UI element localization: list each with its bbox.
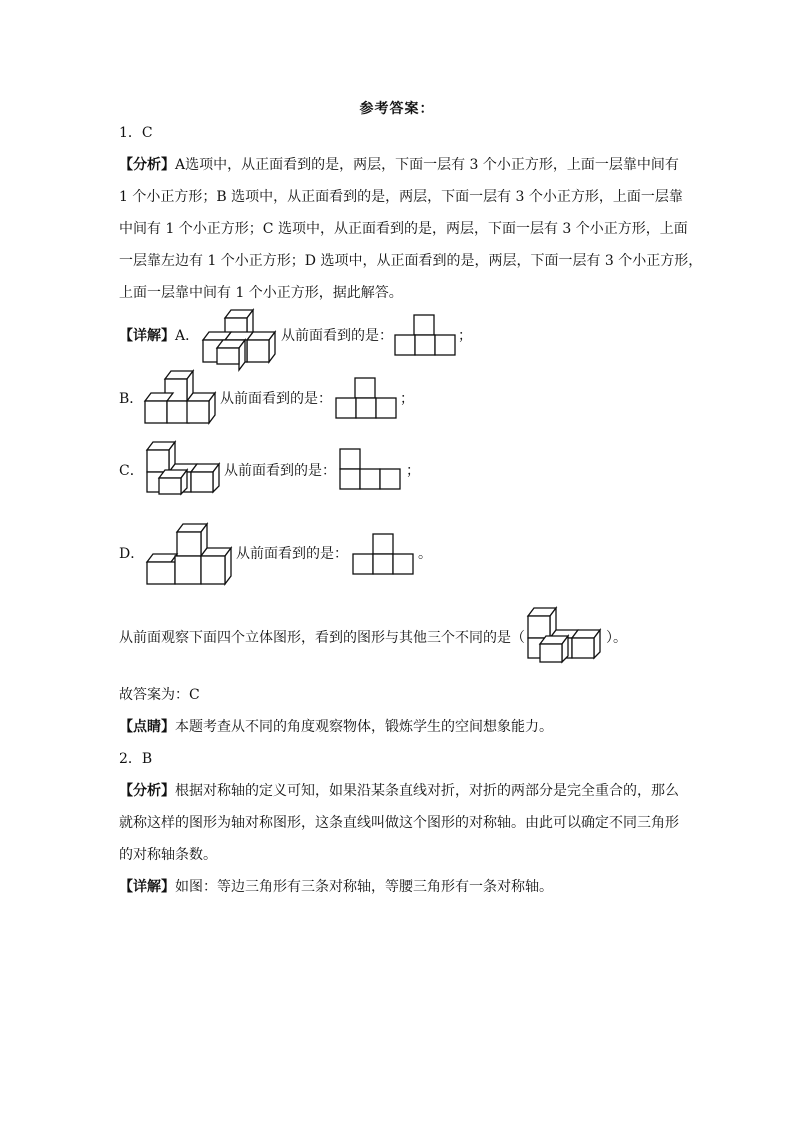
q1-analysis-line: 中间有 1 个小正方形；C 选项中，从正面看到的是，两层，下面一层有 3 个小正方形，上面 (119, 221, 688, 237)
option-d-front-view (352, 533, 416, 575)
comment-tag: 【点睛】 (119, 719, 175, 735)
q1-analysis-line: 上面一层靠中间有 1 个小正方形，据此解答。 (119, 285, 403, 301)
q2-answer: 2．B (119, 751, 153, 767)
analysis-tag: 【分析】 (119, 157, 175, 173)
option-c-text: 从前面看到的是： (224, 463, 336, 479)
option-a-solid-figure (201, 308, 279, 364)
q1-question-text: 从前面观察下面四个立体图形，看到的图形与其他三个不同的是（ (119, 630, 525, 646)
option-c-solid-figure (145, 440, 223, 496)
option-c-end: ； (406, 463, 420, 479)
option-a-label: 【详解】A． (119, 328, 200, 344)
cube-group (203, 310, 275, 370)
analysis-text: 根据对称轴的定义可知，如果沿某条直线对折，对折的两部分是完全重合的，那么 (175, 783, 679, 799)
option-b-solid-figure (143, 369, 219, 427)
analysis-text: A选项中，从正面看到的是，两层，下面一层有 3 个小正方形，上面一层靠中间有 (175, 157, 679, 173)
q1-conclusion: 故答案为：C (119, 687, 200, 703)
answer-c-solid-figure (526, 606, 606, 664)
detail-text: 如图：等边三角形有三条对称轴，等腰三角形有一条对称轴。 (175, 879, 553, 895)
detail-tag: 【详解】 (119, 879, 175, 895)
option-b-text: 从前面看到的是： (220, 391, 332, 407)
option-c-label: C． (119, 463, 144, 479)
q1-comment (119, 718, 553, 736)
page-title: 参考答案： (359, 101, 435, 117)
q1-analysis-line: 一层靠左边有 1 个小正方形；D 选项中，从正面看到的是，两层，下面一层有 3 个小正方形， (119, 253, 703, 269)
option-c-front-view (339, 448, 403, 490)
option-a-end: ； (458, 328, 472, 344)
q1-analysis-line (119, 156, 679, 174)
q1-answer: 1．C (119, 125, 153, 141)
q2-analysis-line (119, 782, 679, 800)
option-b-end: ； (400, 391, 414, 407)
q1-question-end: ）。 (606, 630, 627, 646)
q2-analysis-line: 的对称轴条数。 (119, 847, 217, 863)
option-a-text: 从前面看到的是： (281, 328, 393, 344)
option-a-front-view (394, 314, 456, 356)
option-d-end: 。 (418, 546, 432, 562)
option-d-text: 从前面看到的是： (236, 546, 348, 562)
analysis-tag: 【分析】 (119, 783, 175, 799)
detail-tag: 【详解】 (119, 328, 175, 344)
option-b-label: B． (119, 391, 144, 407)
q2-detail (119, 878, 553, 896)
option-b-front-view (335, 377, 397, 419)
comment-text: 本题考查从不同的角度观察物体，锻炼学生的空间想象能力。 (175, 719, 553, 735)
option-d-solid-figure (145, 522, 237, 586)
q2-analysis-line: 就称这样的图形为轴对称图形，这条直线叫做这个图形的对称轴。由此可以确定不同三角形 (119, 815, 679, 831)
option-d-label: D． (119, 546, 145, 562)
q1-analysis-line: 1 个小正方形；B 选项中，从正面看到的是，两层，下面一层有 3 个小正方形，上面一层靠 (119, 189, 683, 205)
